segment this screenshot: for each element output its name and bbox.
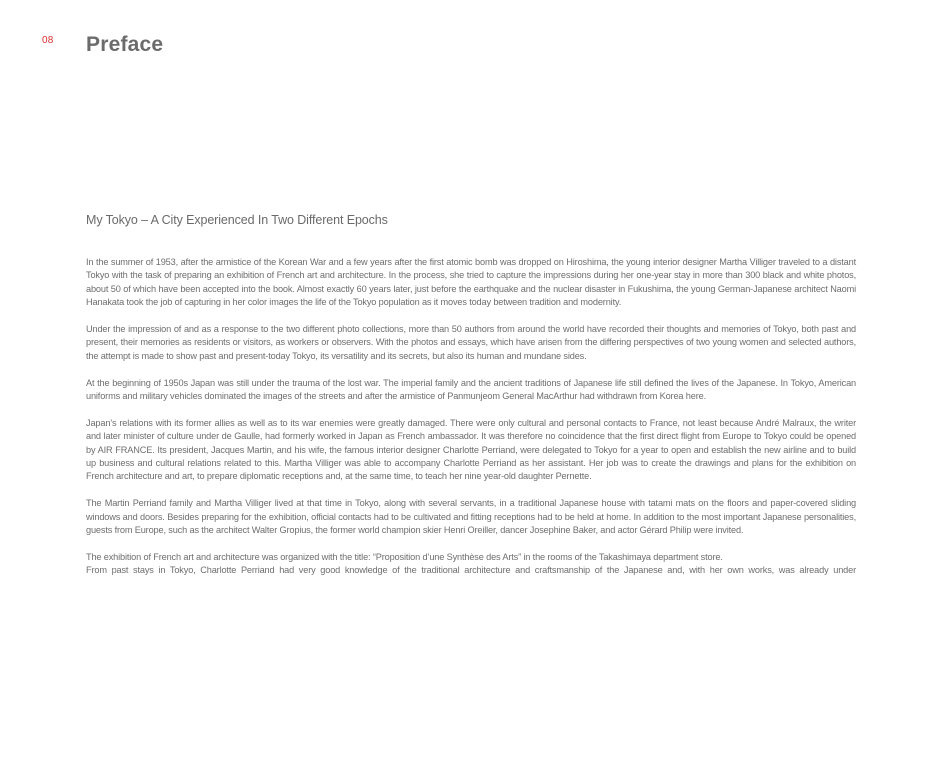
article-subtitle: My Tokyo – A City Experienced In Two Different Epochs: [86, 213, 388, 227]
paragraph: Under the impression of and as a response to the two different photo collections, more than 50 authors from around the world have recorded their thoughts and memories of Tokyo, both past and present, their memories as residents or visitors, as workers or observers. With the photos and essays, which have arisen from the differing perspectives of two young women and selected authors, the attempt is made to show past and present-today Tokyo, its versatility and its secrets, but also its human and mundane sides.: [86, 324, 856, 361]
paragraph: The exhibition of French art and architecture was organized with the title: “Proposition d’une Synthèse des Arts” in the rooms of the Takashimaya department store.: [86, 551, 723, 562]
body-text: [86, 256, 856, 591]
paragraph: In the summer of 1953, after the armistice of the Korean War and a few years after the first atomic bomb was dropped on Hiroshima, the young interior designer Martha Villiger traveled to a distant Tokyo with the task of preparing an exhibition of French art and architecture. In the process, she tried to capture the impressions during her one-year stay in more than 300 black and white photos, about 50 of which have been accepted into the book. Almost exactly 60 years later, just before the earthquake and the nuclear disaster in Fukushima, the young German-Japanese architect Naomi Hanakata took the job of capturing in her color images the life of the Tokyo population as it moves today between tradition and modernity.: [86, 257, 856, 308]
paragraph: The Martin Perriand family and Martha Villiger lived at that time in Tokyo, along with several servants, in a traditional Japanese house with tatami mats on the floors and paper-covered sliding windows and doors. Besides preparing for the exhibition, official contacts had to be cultivated and fitting receptions had to be held at home. In addition to the most important Japanese personalities, guests from Europe, such as the architect Walter Gropius, the former world champion skier Henri Oreiller, dancer Josephine Baker, and actor Gérard Philip were invited.: [86, 498, 856, 536]
page-number: 08: [42, 35, 54, 46]
paragraph: From past stays in Tokyo, Charlotte Perriand had very good knowledge of the traditional architecture and craftsmanship of the Japanese and, with her own works, was already under: [86, 565, 856, 576]
page-title: Preface: [86, 33, 164, 56]
paragraph: Japan’s relations with its former allies as well as to its war enemies were greatly damaged. There were only cultural and personal contacts to France, not least because André Malraux, the writer and later minister of culture under de Gaulle, had formerly worked in Japan as French ambassador. It was therefore no coincidence that the first direct flight from Europe to Tokyo could be opened by AIR FRANCE. Its president, Jacques Martin, and his wife, the famous interior designer Charlotte Perriand, were delegated to Tokyo for a year to open and establish the new airline and to build up business and cultural relations related to this. Martha Villiger was able to accompany Charlotte Perriand as her assistant. Her job was to create the drawings and plans for the exhibition on French architecture and art, to prepare diplomatic receptions and, at the same time, to teach her nine year-old daughter Pernette.: [86, 417, 856, 482]
paragraph: At the beginning of 1950s Japan was still under the trauma of the lost war. The imperial family and the ancient traditions of Japanese life still defined the lives of the Japanese. In Tokyo, American uniforms and military vehicles dominated the images of the streets and after the armistice of Panmunjeom General MacArthur had withdrawn from Korea here.: [86, 377, 856, 402]
